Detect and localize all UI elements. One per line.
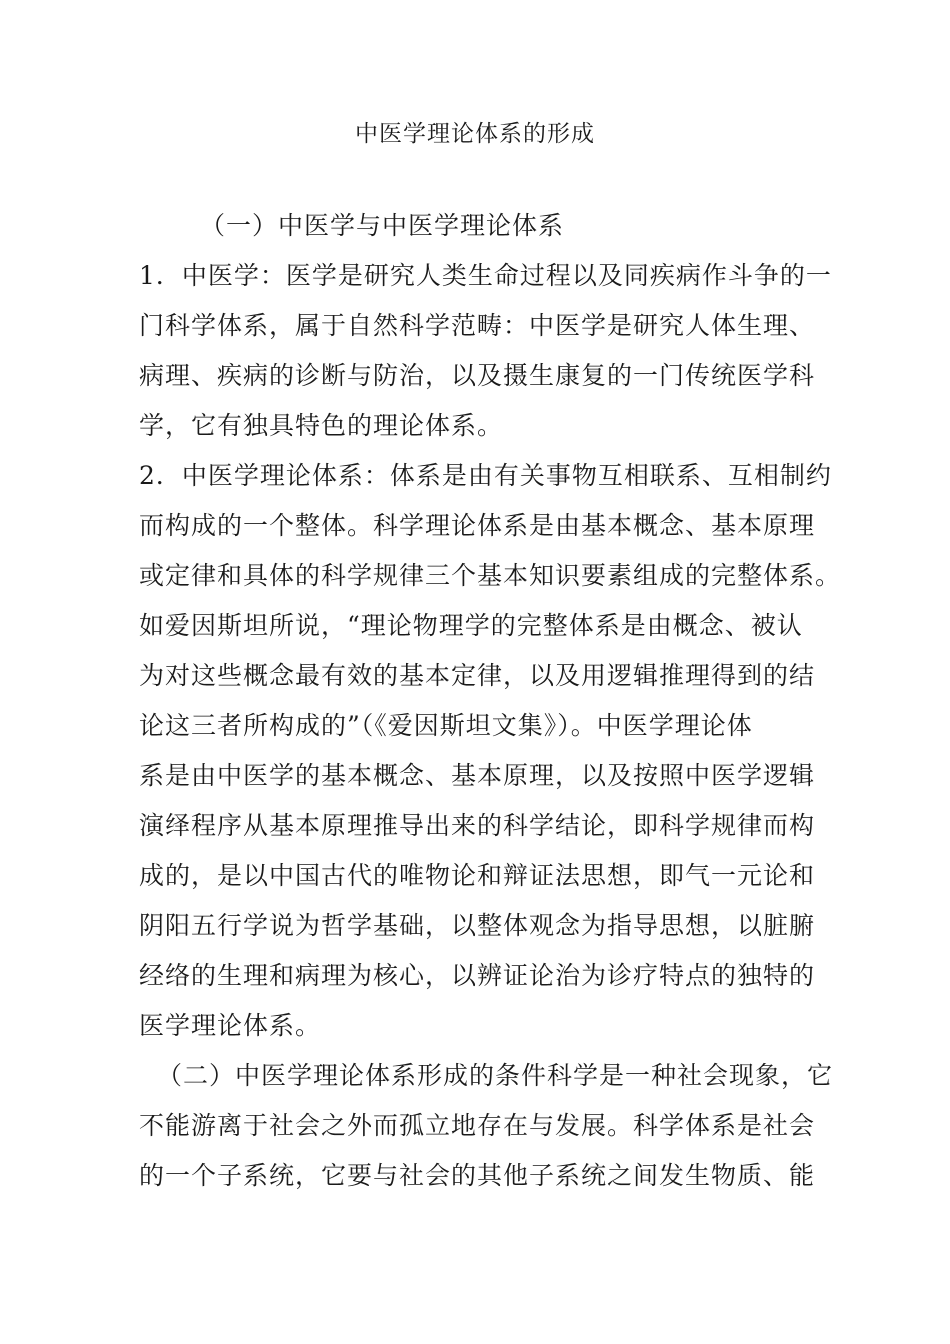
paragraph-line: 如爱因斯坦所说，“理论物理学的完整体系是由概念、被认	[139, 611, 803, 640]
paragraph-line: 或定律和具体的科学规律三个基本知识要素组成的完整体系。	[139, 561, 842, 590]
paragraph-line: 论这三者所构成的”（《爱因斯坦文集》）。中医学理论体	[139, 711, 753, 740]
paragraph-line: 医学理论体系。	[139, 1011, 322, 1040]
paragraph-line: 不能游离于社会之外而孤立地存在与发展。科学体系是社会	[139, 1111, 816, 1140]
paragraph-line: 为对这些概念最有效的基本定律，以及用逻辑推理得到的结	[139, 661, 816, 690]
paragraph-line: 演绎程序从基本原理推导出来的科学结论，即科学规律而构	[139, 811, 816, 840]
document-title: 中医学理论体系的形成	[355, 121, 595, 147]
paragraph-line: 的一个子系统，它要与社会的其他子系统之间发生物质、能	[139, 1161, 816, 1190]
paragraph-line: 成的，是以中国古代的唯物论和辩证法思想，即气一元论和	[139, 861, 816, 890]
section-heading-1: （一）中医学与中医学理论体系	[200, 211, 565, 240]
paragraph-line: 系是由中医学的基本概念、基本原理，以及按照中医学逻辑	[139, 761, 816, 790]
paragraph-line: 阴阳五行学说为哲学基础，以整体观念为指导思想，以脏腑	[139, 911, 816, 940]
paragraph-line: 经络的生理和病理为核心，以辨证论治为诊疗特点的独特的	[139, 961, 816, 990]
paragraph-line: 2．中医学理论体系：体系是由有关事物互相联系、互相制约	[139, 461, 832, 490]
paragraph-line: 而构成的一个整体。科学理论体系是由基本概念、基本原理	[139, 511, 816, 540]
paragraph-line: 门科学体系，属于自然科学范畴：中医学是研究人体生理、	[139, 311, 816, 340]
section-heading-2: （二）中医学理论体系形成的条件科学是一种社会现象，它	[157, 1061, 834, 1090]
paragraph-line: 1．中医学：医学是研究人类生命过程以及同疾病作斗争的一	[139, 261, 832, 290]
paragraph-line: 学，它有独具特色的理论体系。	[139, 411, 504, 440]
paragraph-line: 病理、疾病的诊断与防治，以及摄生康复的一门传统医学科	[139, 361, 816, 390]
